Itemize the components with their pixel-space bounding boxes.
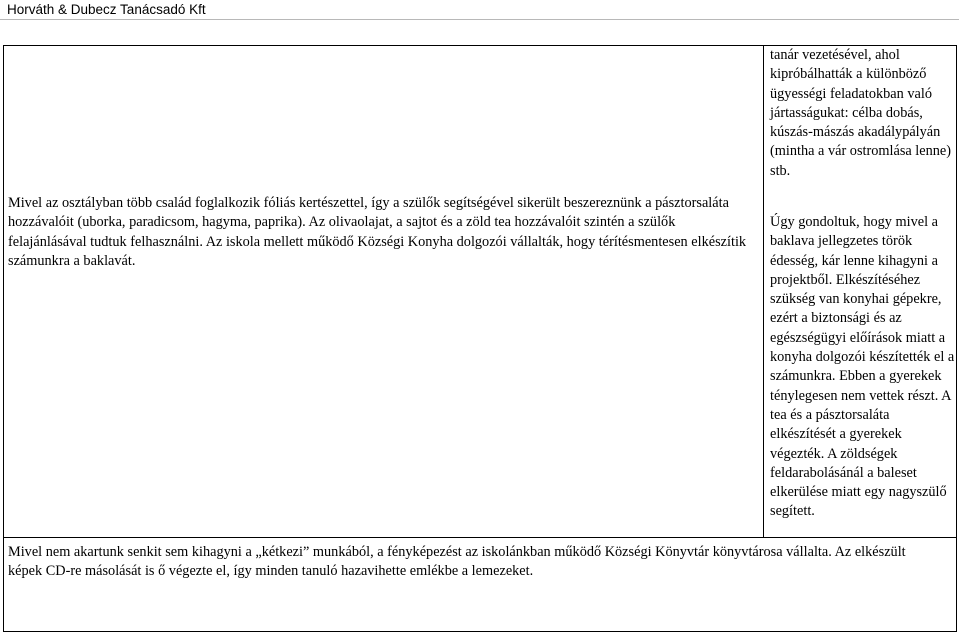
main-cell-paragraph: Mivel az osztályban több család foglalkozik fóliás kertészettel, így a szülők segítségével sikerült beszereznünk a pásztorsaláta hozzávalóit (uborka, paradicsom, hagyma, paprika). Az olivaolajat, a sajtot és a zöld tea hozzávalóit szintén a szülők felajánlásával tudtuk felhasználni. Az iskola mellett működő Községi Konyha dolgozói vállalták, hogy térítésmentesen elkészítik számunkra a baklavát.	[8, 195, 747, 269]
header-title: Horváth & Dubecz Tanácsadó Kft	[7, 2, 206, 17]
bottom-cell-paragraph: Mivel nem akartunk senkit sem kihagyni a „kétkezi” munkából, a fényképezést az iskolánkban működő Községi Könyvtár könyvtárosa vállalta. Az elkészült képek CD-re másolását is ő végezte el, így minden tanuló hazavihette emlékbe a lemezeket.	[8, 544, 906, 580]
column-divider	[763, 45, 764, 537]
side-cell-continuation: tanár vezetésével, ahol kipróbálhatták a különböző ügyességi feladatokban való jártasságukat: célba dobás, kúszás-mászás akadálypályán (mintha a vár ostromlása lenne) stb.	[770, 47, 952, 179]
side-cell-paragraph: Úgy gondoltuk, hogy mivel a baklava jellegzetes török édesség, kár lenne kihagyni a projektből. Elkészítéséhez szükség van konyhai gépekre, ezért a biztonsági és az egészségügyi előírások miatt a konyha dolgozói készítették el a számunkra. Ebben a gyerekek ténylegesen nem vettek részt. A tea és a pásztorsaláta elkészítését a gyerekek végezték. A zöldségek feldarabolásánál a baleset elkerülése miatt egy nagyszülő segített.	[770, 214, 955, 520]
document-header	[0, 0, 959, 20]
row-divider	[3, 537, 957, 538]
